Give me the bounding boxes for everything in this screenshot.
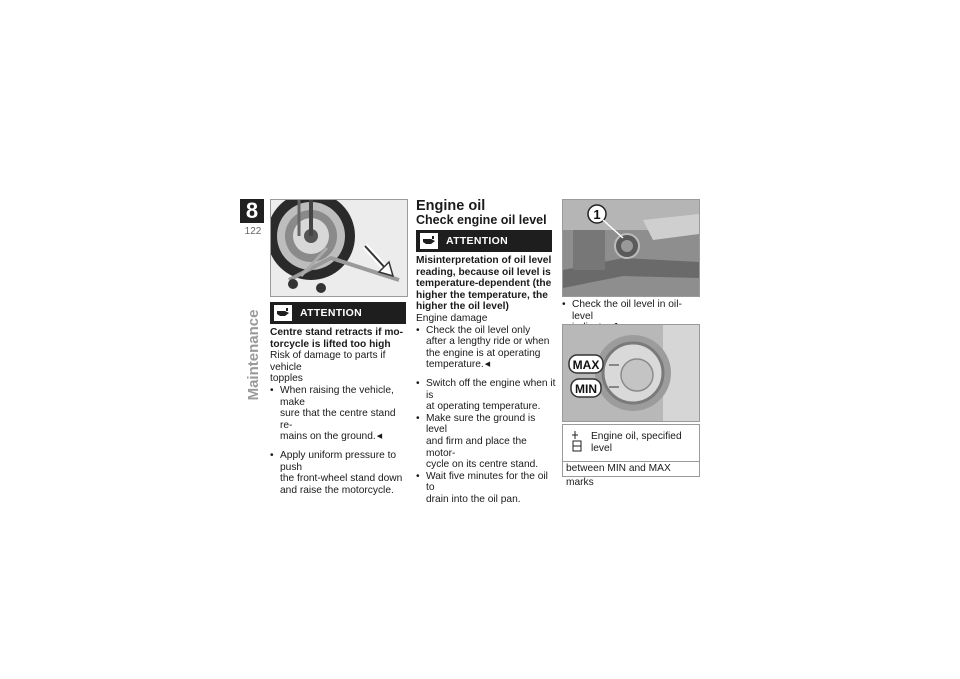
- bullet-line: sure that the centre stand re-: [280, 408, 396, 431]
- warning-hand-icon: [274, 305, 292, 321]
- subsection-heading: Check engine oil level: [416, 213, 547, 227]
- bullet-line: and firm and place the motor-: [426, 435, 527, 459]
- warning-title-line: Misinterpretation of oil level: [416, 255, 552, 266]
- oil-can-icon: [572, 431, 584, 458]
- warning-body-line: Engine damage: [416, 312, 488, 324]
- list-item: [416, 325, 556, 371]
- bullet-line: cycle on its centre stand.: [426, 459, 539, 471]
- attention-banner: [416, 230, 552, 252]
- section-heading: Engine oil: [416, 198, 486, 214]
- attention-label: ATTENTION: [446, 235, 508, 247]
- list-item: [270, 450, 410, 496]
- list-item: [416, 471, 556, 506]
- bullet-line: the front-wheel stand down: [280, 473, 403, 485]
- warning-title-line: higher the temperature, the: [416, 289, 548, 301]
- list-item: [270, 385, 410, 443]
- attention-label: ATTENTION: [300, 307, 362, 319]
- bullet-line: • Check the oil level in oil-level: [572, 299, 682, 322]
- bullet-line: at operating temperature.: [426, 401, 541, 413]
- min-mark-label: MIN: [575, 382, 597, 396]
- bullet-line: after a lengthy ride or when: [426, 336, 550, 348]
- max-mark-label: MAX: [572, 358, 600, 372]
- warning-text-block: [270, 327, 410, 496]
- bullet-line: drain into the oil pan.: [426, 493, 521, 505]
- warning-title-line: torcycle is lifted too high: [270, 338, 391, 350]
- warning-body-line: topples: [270, 373, 303, 385]
- warning-title-line: higher the oil level): [416, 301, 509, 313]
- bullet-line: • Wait five minutes for the oil to: [426, 470, 548, 494]
- engine-oil-indicator-photo: [562, 199, 700, 297]
- bullet-line: and raise the motorcycle.: [280, 484, 394, 496]
- bullet-line: mains on the ground.: [280, 431, 376, 443]
- callout-number: 1: [593, 207, 601, 222]
- list-item: [416, 378, 556, 413]
- bullet-line: • Check the oil level only: [426, 324, 531, 336]
- end-mark-icon: [484, 359, 490, 370]
- bullet-line: the engine is at operating: [426, 347, 541, 359]
- warning-title-line: temperature-dependent (the: [416, 278, 552, 290]
- bullet-line: • When raising the vehicle, make: [280, 384, 394, 408]
- end-mark-icon: [376, 431, 382, 442]
- warning-hand-icon: [420, 233, 438, 249]
- spec-label: Engine oil, specified level: [591, 431, 682, 454]
- stand-illustration: [270, 199, 408, 297]
- bullet-line: • Switch off the engine when it is: [426, 377, 556, 401]
- spec-row: [563, 425, 699, 462]
- warning-text-block: [416, 255, 556, 505]
- list-item: [416, 413, 556, 471]
- spec-table: [562, 424, 700, 488]
- page-number: 122: [244, 226, 262, 237]
- warning-body-line: Risk of damage to parts if vehicle: [270, 350, 386, 373]
- chapter-number: 8: [240, 199, 264, 223]
- bullet-line: temperature.: [426, 359, 484, 371]
- bullet-line: • Make sure the ground is level: [426, 412, 536, 436]
- bullet-line: • Apply uniform pressure to push: [280, 449, 397, 473]
- spec-value: between MIN and MAX marks: [566, 463, 671, 488]
- attention-banner: [270, 302, 406, 324]
- warning-title-line: Centre stand retracts if mo-: [270, 327, 404, 338]
- section-label: Maintenance: [244, 309, 262, 401]
- warning-title-line: reading, because oil level is: [416, 266, 551, 278]
- oil-sight-glass-photo: [562, 324, 700, 422]
